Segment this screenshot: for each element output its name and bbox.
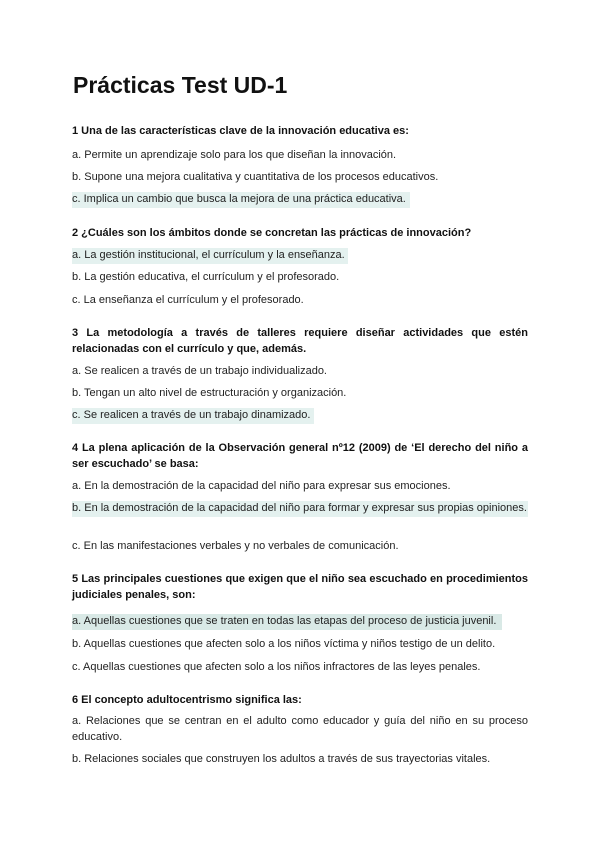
question-1-option-a: a. Permite un aprendizaje solo para los que diseñan la innovación. <box>72 149 397 161</box>
question-2-option-c: c. La enseñanza el currículum y el profesorado. <box>72 294 304 306</box>
question-2-option-b: b. La gestión educativa, el currículum y el profesorado. <box>72 271 340 283</box>
question-4: 4 La plena aplicación de la Observación general nº12 (2009) de ‘El derecho del niño a ser escuchado’ se basa: <box>72 442 528 470</box>
question-3: 3 La metodología a través de talleres requiere diseñar actividades que estén relacionadas con el currículo y que, además. <box>72 327 528 355</box>
question-6: 6 El concepto adultocentrismo significa las: <box>72 694 302 706</box>
question-3-option-a: a. Se realicen a través de un trabajo individualizado. <box>72 365 327 377</box>
question-4-option-c: c. En las manifestaciones verbales y no verbales de comunicación. <box>72 540 399 552</box>
question-2: 2 ¿Cuáles son los ámbitos donde se concretan las prácticas de innovación? <box>72 227 472 239</box>
question-1-option-c-highlighted: c. Implica un cambio que busca la mejora de una práctica educativa. <box>72 192 410 208</box>
page-title: Prácticas Test UD-1 <box>73 72 288 98</box>
question-6-option-b: b. Relaciones sociales que construyen los adultos a través de sus trayectorias vitales. <box>72 753 491 765</box>
question-5-option-c: c. Aquellas cuestiones que afecten solo a los niños infractores de las leyes penales. <box>72 661 481 673</box>
question-5: 5 Las principales cuestiones que exigen que el niño sea escuchado en procedimientos judiciales penales, son: <box>72 573 528 601</box>
question-1: 1 Una de las características clave de la innovación educativa es: <box>72 125 409 137</box>
question-3-option-c-highlighted: c. Se realicen a través de un trabajo dinamizado. <box>72 408 314 424</box>
question-5-option-a-highlighted: a. Aquellas cuestiones que se traten en todas las etapas del proceso de justicia juvenil. <box>72 614 502 630</box>
question-4-option-b-highlighted: b. En la demostración de la capacidad del niño para formar y expresar sus propias opiniones. <box>72 501 528 517</box>
question-5-option-b: b. Aquellas cuestiones que afecten solo a los niños víctima y niños testigo de un delito. <box>72 638 496 650</box>
question-4-option-a: a. En la demostración de la capacidad del niño para expresar sus emociones. <box>72 480 451 492</box>
question-1-option-b: b. Supone una mejora cualitativa y cuantitativa de los procesos educativos. <box>72 171 439 183</box>
question-2-option-a-highlighted: a. La gestión institucional, el currículum y la enseñanza. <box>72 248 348 264</box>
question-6-option-a: a. Relaciones que se centran en el adulto como educador y guía del niño en su proceso educativo. <box>72 715 528 743</box>
question-3-option-b: b. Tengan un alto nivel de estructuración y organización. <box>72 387 347 399</box>
